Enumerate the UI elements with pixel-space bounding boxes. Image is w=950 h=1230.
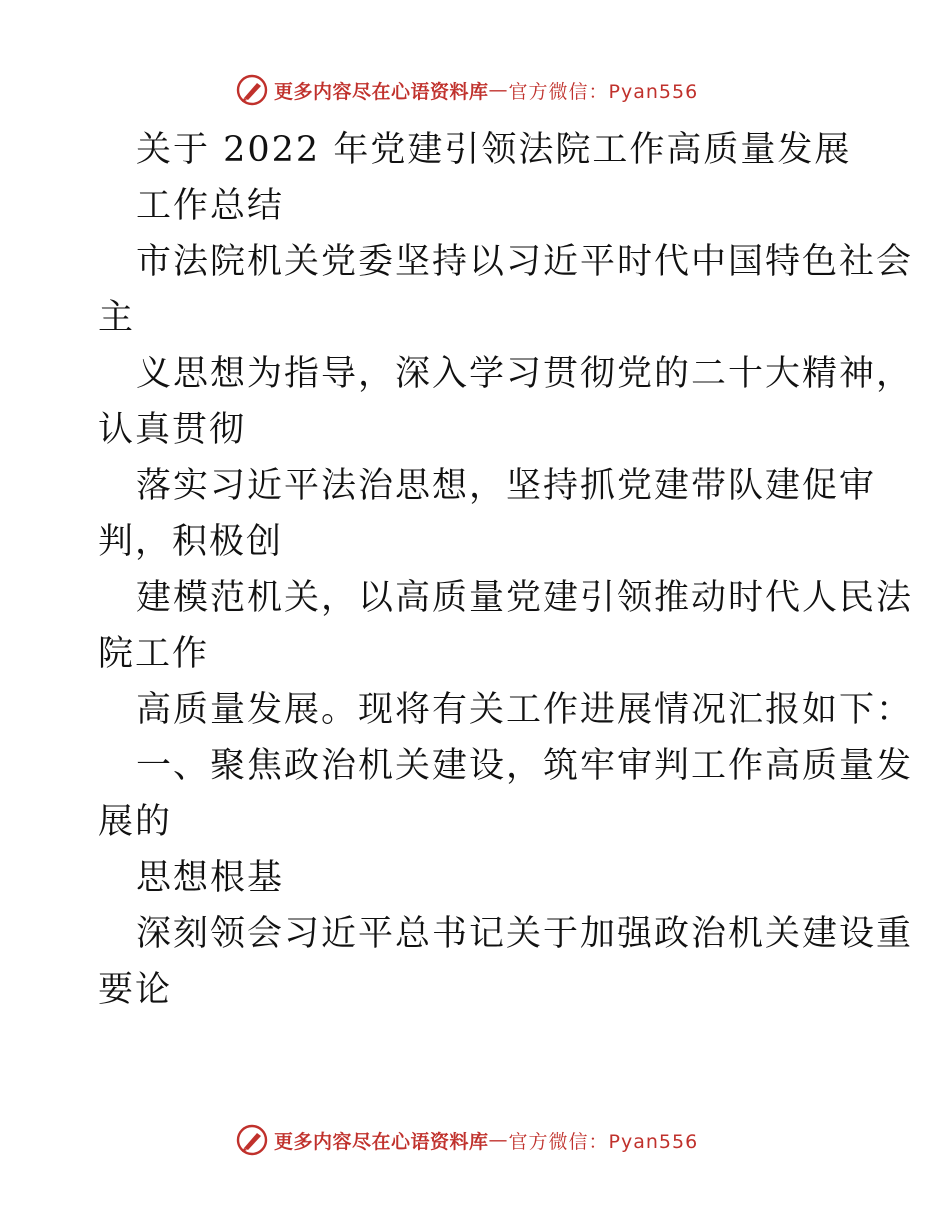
doc-line: 思想根基	[136, 858, 285, 898]
doc-line: 院工作	[98, 634, 210, 674]
watermark-site-text: 更多内容尽在心语资料库	[274, 80, 489, 103]
footer-watermark	[236, 1123, 698, 1157]
quill-pen-seal-icon	[236, 74, 268, 106]
doc-line: 展的	[98, 802, 173, 842]
doc-line: 关于 2022 年党建引领法院工作高质量发展	[136, 130, 852, 170]
watermark-wechat-text: 官方微信：Pyan556	[508, 1130, 699, 1153]
watermark-wechat-text: 官方微信：Pyan556	[508, 80, 699, 103]
doc-line: 要论	[98, 970, 173, 1010]
doc-line: 判，积极创	[98, 522, 284, 562]
doc-line: 工作总结	[136, 186, 285, 226]
doc-line: 市法院机关党委坚持以习近平时代中国特色社会	[136, 242, 914, 282]
watermark-site-text: 更多内容尽在心语资料库	[274, 1130, 489, 1153]
header-watermark	[236, 73, 698, 107]
doc-line: 一、聚焦政治机关建设，筑牢审判工作高质量发	[136, 746, 914, 786]
doc-line: 高质量发展。现将有关工作进展情况汇报如下：	[136, 690, 914, 730]
doc-line: 深刻领会习近平总书记关于加强政治机关建设重	[136, 914, 914, 954]
doc-line: 落实习近平法治思想，坚持抓党建带队建促审	[136, 466, 877, 506]
doc-line: 认真贯彻	[98, 410, 247, 450]
watermark-separator: —	[488, 1129, 509, 1151]
document-body	[98, 122, 914, 1018]
quill-pen-seal-icon	[236, 1124, 268, 1156]
doc-line: 义思想为指导，深入学习贯彻党的二十大精神，	[136, 354, 914, 394]
doc-line: 建模范机关，以高质量党建引领推动时代人民法	[136, 578, 914, 618]
watermark-separator: —	[488, 79, 509, 101]
doc-line: 主	[98, 298, 136, 338]
